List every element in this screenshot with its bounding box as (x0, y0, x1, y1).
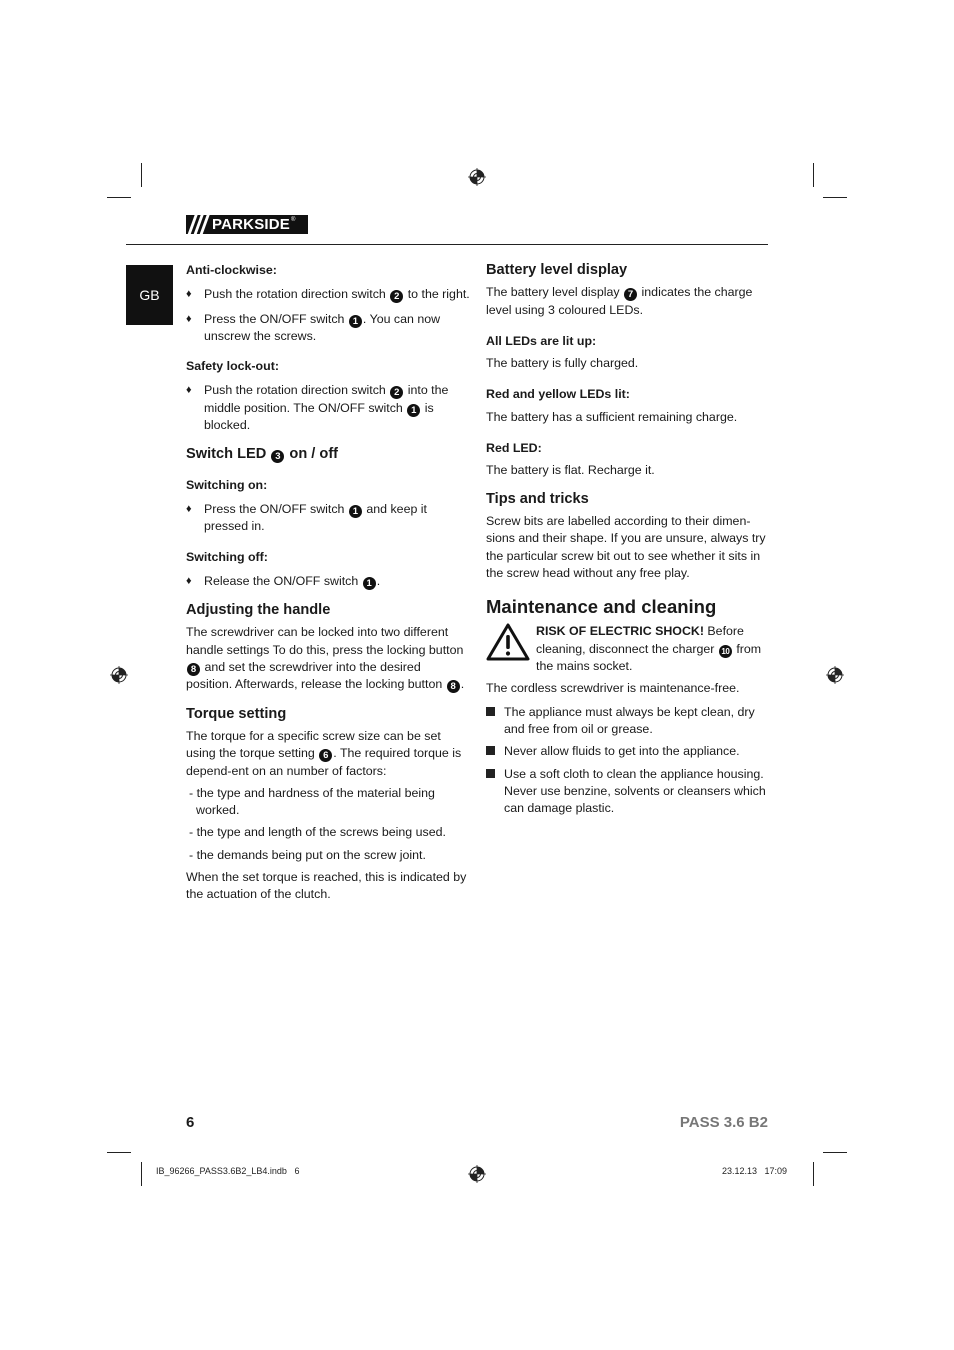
model-name: PASS 3.6 B2 (679, 1114, 768, 1131)
subheading-switching-on: Switching on: (186, 477, 268, 492)
torque-factor: - the demands being put on the screw joint. (189, 847, 426, 862)
callout-number: 6 (319, 749, 332, 762)
subheading-led-state: Red and yellow LEDs lit: (486, 387, 630, 402)
square-bullet-icon (486, 746, 495, 755)
diamond-bullet-icon: ♦ (186, 384, 192, 397)
logo-stripes-icon (186, 215, 210, 234)
registration-mark-icon (468, 1165, 486, 1183)
subheading-led-state: Red LED: (486, 441, 542, 456)
callout-number: 1 (363, 577, 376, 590)
list-item: The appliance must always be kept clean, dry and free from oil or grease. (486, 704, 770, 739)
led-state-text: The battery is flat. Recharge it. (486, 463, 655, 478)
file-slug: IB_96266_PASS3.6B2_LB4.indb 6 (156, 1166, 300, 1176)
crop-mark (141, 1162, 142, 1186)
crop-mark (107, 1152, 131, 1153)
crop-mark (823, 197, 847, 198)
heading-battery-level: Battery level display (486, 262, 628, 278)
subheading-switching-off: Switching off: (186, 549, 268, 564)
list-item: ♦ Push the rotation direction switch 2 to the right. (186, 287, 470, 303)
callout-number: 3 (271, 450, 284, 463)
registration-mark-icon (826, 666, 844, 684)
warning-triangle-icon (486, 623, 530, 661)
callout-number: 2 (390, 290, 403, 303)
header-rule (126, 244, 768, 245)
crop-mark (813, 1162, 814, 1186)
callout-number: 8 (187, 663, 200, 676)
list-item: Use a soft cloth to clean the appliance housing. Never use benzine, solvents or cleansers which can damage plastic. (486, 766, 770, 818)
heading-switch-led: Switch LED 3 on / off (186, 446, 339, 463)
callout-number: 7 (624, 288, 637, 301)
page-number: 6 (186, 1114, 195, 1131)
crop-mark (823, 1152, 847, 1153)
callout-number: 8 (447, 680, 460, 693)
callout-number: 2 (390, 386, 403, 399)
callout-number: 1 (407, 404, 420, 417)
heading-adjusting-handle: Adjusting the handle (186, 602, 331, 619)
crop-mark (813, 163, 814, 187)
list-item: Never allow fluids to get into the appliance. (486, 743, 770, 760)
heading-maintenance: Maintenance and cleaning (486, 596, 717, 618)
brand-logo (186, 215, 308, 234)
list-item: ♦ Press the ON/OFF switch 1 . You can now unscrew the screws. (186, 311, 441, 343)
left-column (186, 260, 470, 904)
list-item: ♦ Release the ON/OFF switch 1 . (186, 573, 381, 589)
crop-mark (107, 197, 131, 198)
diamond-bullet-icon: ♦ (186, 288, 192, 301)
registration-mark-icon (468, 168, 486, 186)
subheading-safety-lockout: Safety lock-out: (186, 359, 279, 374)
right-column (486, 260, 770, 817)
list-item: ♦ Push the rotation direction switch 2 into the middle position. The ON/OFF switch 1 is blocked. (186, 383, 449, 433)
language-tab: GB (126, 265, 173, 325)
torque-closing: When the set torque is reached, this is indicated by the actuation of the clutch. (186, 870, 467, 902)
square-bullet-icon (486, 769, 495, 778)
maintenance-intro: The cordless screwdriver is maintenance-free. (486, 681, 740, 696)
date-slug: 23.12.13 17:09 (722, 1166, 788, 1176)
brand-name: PARKSIDE (212, 216, 290, 233)
torque-factor: - the type and hardness of the material being worked. (189, 785, 435, 818)
led-state-text: The battery has a sufficient remaining charge. (486, 409, 738, 424)
heading-tips-tricks: Tips and tricks (486, 490, 589, 507)
tips-paragraph: Screw bits are labelled according to their dimen-sions and their shape. If you are unsure, always try the particular screw bit out to see whether it sits in the screw head without any free play. (486, 513, 766, 580)
subheading-led-state: All LEDs are lit up: (486, 333, 597, 348)
callout-number: 1 (349, 505, 362, 518)
warning-label: RISK OF ELECTRIC SHOCK! (536, 624, 704, 639)
list-item: ♦ Press the ON/OFF switch 1 and keep it pressed in. (186, 501, 427, 534)
torque-paragraph: The torque for a specific screw size can be set using the torque setting 6 . The required torque is depend-ent on an number of factors: (186, 728, 462, 778)
callout-number: 1 (349, 315, 362, 328)
diamond-bullet-icon: ♦ (186, 312, 192, 325)
square-bullet-icon (486, 707, 495, 716)
handle-paragraph: The screwdriver can be locked into two different handle settings To do this, press the locking button 8 and set the screwdriver into the desired position. Afterwards, release the locking button 8 . (186, 625, 465, 693)
callout-number: 10 (719, 645, 732, 658)
subheading-anticlockwise: Anti-clockwise: (186, 263, 277, 277)
heading-torque-setting: Torque setting (186, 705, 287, 722)
torque-factor: - the type and length of the screws being used. (189, 825, 446, 840)
registered-mark: ® (291, 217, 296, 223)
registration-mark-icon (110, 666, 128, 684)
crop-mark (141, 163, 142, 187)
led-state-text: The battery is fully charged. (486, 356, 639, 371)
warning-block: RISK OF ELECTRIC SHOCK! Before cleaning, disconnect the charger 10 from the mains socket. (486, 623, 770, 675)
battery-paragraph: The battery level display 7 indicates the charge level using 3 coloured LEDs. (486, 285, 753, 317)
diamond-bullet-icon: ♦ (186, 574, 192, 587)
diamond-bullet-icon: ♦ (186, 502, 192, 515)
